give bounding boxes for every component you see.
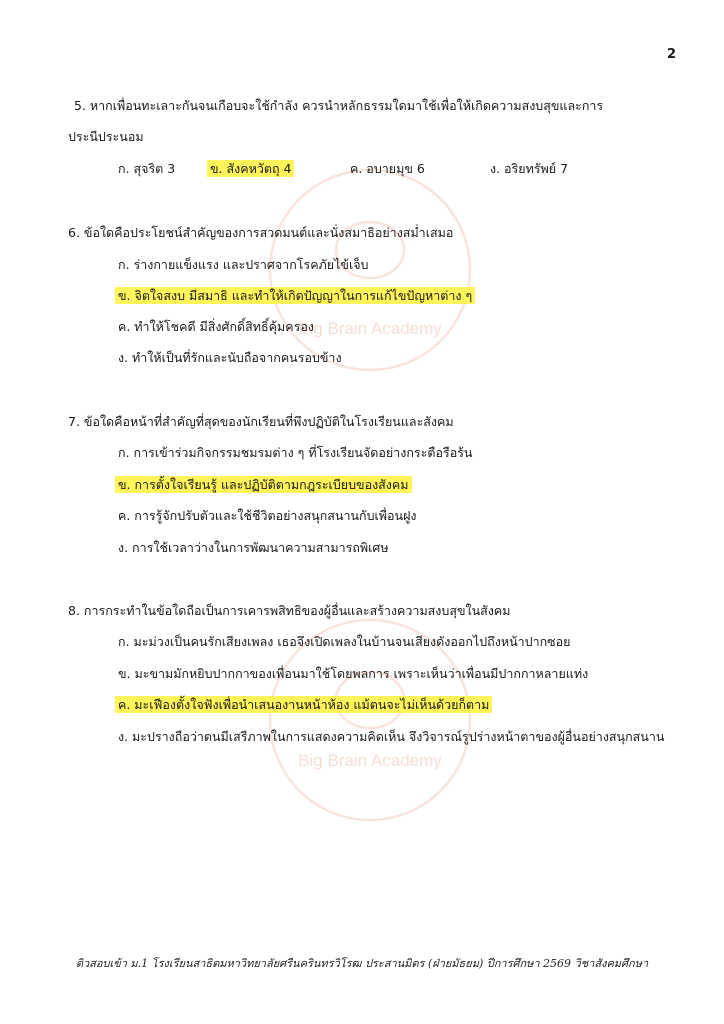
page-number: 2 — [666, 47, 676, 62]
question-5-option-c: ค. อบายมุข 6 — [350, 161, 425, 176]
question-7-stem: 7. ข้อใดคือหน้าที่สำคัญที่สุดของนักเรียนที่พึงปฏิบัติในโรงเรียนและสังคม — [68, 414, 454, 429]
page-footer: ติวสอบเข้า ม.1 โรงเรียนสาธิตมหาวิทยาลัยศรีนครินทรวิโรฒ ประสานมิตร (ฝ่ายมัธยม) ปีการศึกษา 2569 วิชาสังคมศึกษา — [75, 957, 649, 970]
question-7-option-b-answer: ข. การตั้งใจเรียนรู้ และปฏิบัติตามกฎระเบียบของสังคม — [115, 476, 412, 493]
question-6-stem: 6. ข้อใดคือประโยชน์สำคัญของการสวดมนต์และนั่งสมาธิอย่างสม่ำเสมอ — [68, 225, 454, 240]
question-8-option-d: ง. มะปรางถือว่าตนมีเสรีภาพในการแสดงความคิดเห็น จึงวิจารณ์รูปร่างหน้าตาของผู้อื่นอย่างสนุกสนาน — [118, 729, 665, 744]
question-8-option-a: ก. มะม่วงเป็นคนรักเสียงเพลง เธอจึงเปิดเพลงในบ้านจนเสียงดังออกไปถึงหน้าปากซอย — [118, 634, 571, 649]
watermark-text-top: Big Brain Academy — [298, 319, 442, 338]
question-5-option-a: ก. สุจริต 3 — [118, 161, 176, 176]
question-5-option-b-answer: ข. สังคหวัตถุ 4 — [207, 160, 294, 177]
question-5-stem-line1: 5. หากเพื่อนทะเลาะกันจนเกือบจะใช้กำลัง ควรนำหลักธรรมใดมาใช้เพื่อให้เกิดความสงบสุขและการ — [74, 98, 604, 113]
watermark-text-bottom: Big Brain Academy — [298, 751, 442, 770]
question-7-option-d: ง. การใช้เวลาว่างในการพัฒนาความสามารถพิเศษ — [118, 540, 389, 555]
question-7-option-c: ค. การรู้จักปรับตัวและใช้ชีวิตอย่างสนุกสนานกับเพื่อนฝูง — [118, 508, 417, 523]
question-6-option-d: ง. ทำให้เป็นที่รักและนับถือจากคนรอบข้าง — [118, 350, 342, 365]
question-5-stem-line2: ประนีประนอม — [68, 129, 144, 144]
question-8-option-c-answer: ค. มะเฟืองตั้งใจฟังเพื่อนำเสนองานหน้าห้อง แม้ตนจะไม่เห็นด้วยก็ตาม — [115, 696, 492, 713]
question-8-stem: 8. การกระทำในข้อใดถือเป็นการเคารพสิทธิของผู้อื่นและสร้างความสงบสุขในสังคม — [68, 603, 511, 618]
question-6-option-b-answer: ข. จิตใจสงบ มีสมาธิ และทำให้เกิดปัญญาในการแก้ไขปัญหาต่าง ๆ — [115, 287, 475, 304]
question-8-option-b: ข. มะขามมักหยิบปากกาของเพื่อนมาใช้โดยพลการ เพราะเห็นว่าเพื่อนมีปากกาหลายแท่ง — [118, 666, 589, 681]
question-6-option-a: ก. ร่างกายแข็งแรง และปราศจากโรคภัยไข้เจ็บ — [118, 257, 369, 272]
question-7-option-a: ก. การเข้าร่วมกิจกรรมชมรมต่าง ๆ ที่โรงเรียนจัดอย่างกระตือรือร้น — [118, 445, 473, 460]
question-5-option-d: ง. อริยทรัพย์ 7 — [490, 161, 569, 176]
question-6-option-c: ค. ทำให้โชคดี มีสิ่งศักดิ์สิทธิ์คุ้มครอง — [118, 319, 314, 334]
